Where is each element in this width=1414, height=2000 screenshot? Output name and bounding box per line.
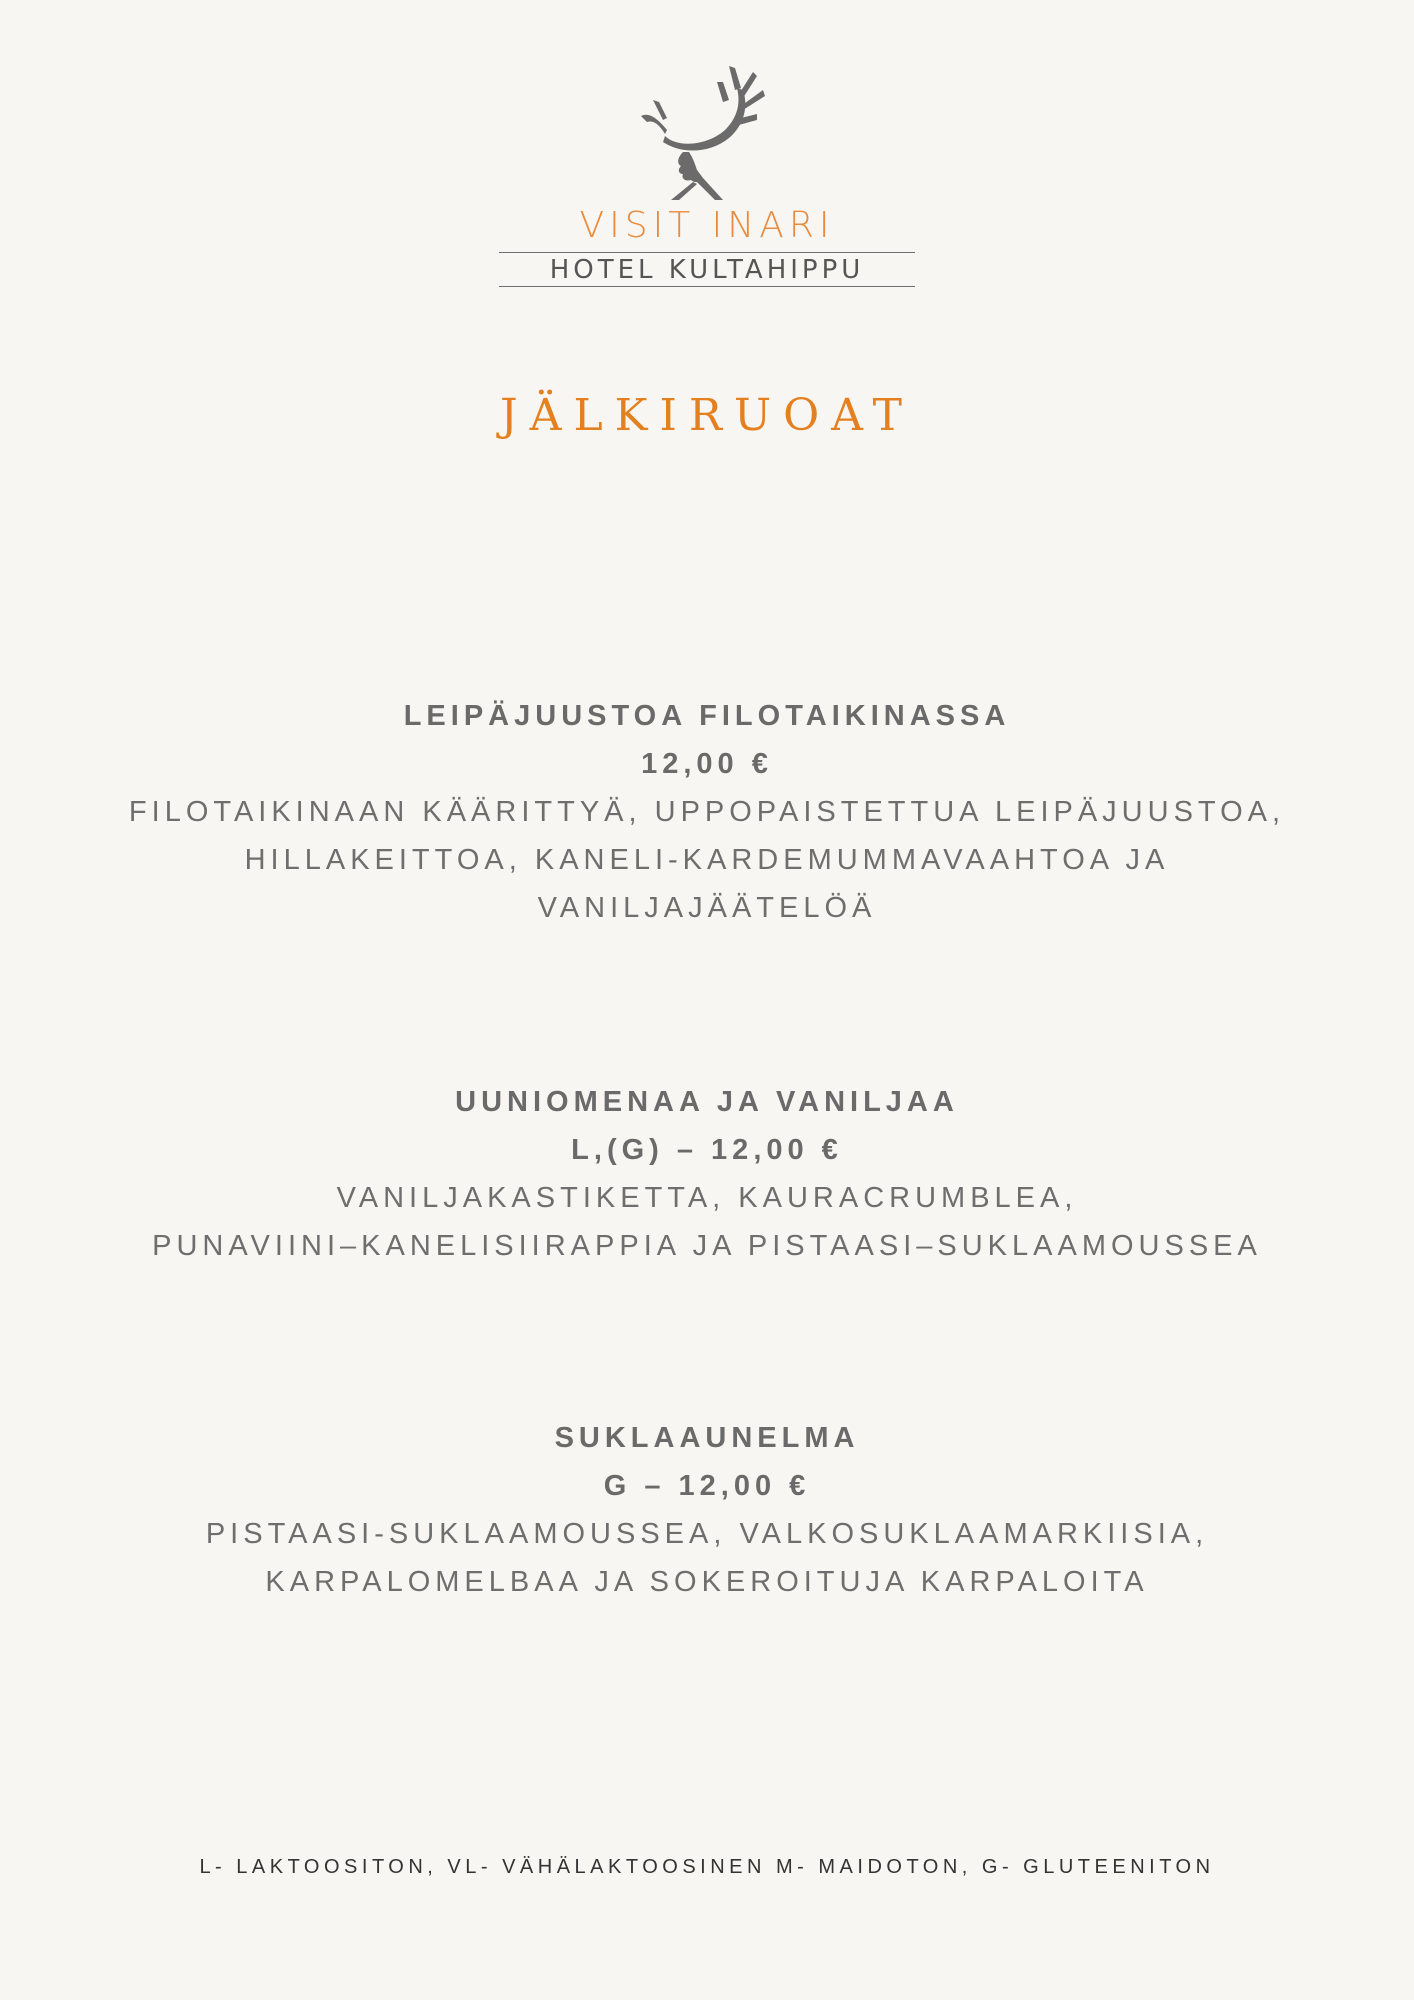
dish-description-line: PISTAASI-SUKLAAMOUSSEA, VALKOSUKLAAMARKIISIA, (205, 1518, 1209, 1550)
menu-item (0, 1414, 1414, 1606)
dietary-legend: L- LAKTOOSITON, VL- VÄHÄLAKTOOSINEN M- MAIDOTON, G- GLUTEENITON (199, 1856, 1215, 1878)
dish-name: LEIPÄJUUSTOA FILOTAIKINASSA (403, 700, 1011, 732)
dish-description-line: VANILJAJÄÄTELÖÄ (537, 892, 877, 924)
dish-name: UUNIOMENAA JA VANILJAA (455, 1086, 959, 1118)
menu-item (0, 692, 1414, 932)
dish-description-line: HILLAKEITTOA, KANELI-KARDEMUMMAVAAHTOA JA (244, 844, 1170, 876)
menu-item (0, 1078, 1414, 1270)
dish-price: 12,00 € (641, 748, 773, 780)
dish-description-line: PUNAVIINI–KANELISIIRAPPIA JA PISTAASI–SUKLAAMOUSSEA (152, 1230, 1262, 1262)
reindeer-antler-icon (637, 60, 777, 200)
dish-description-line: VANILJAKASTIKETTA, KAURACRUMBLEA, (336, 1182, 1078, 1214)
dish-description-line: FILOTAIKINAAN KÄÄRITTYÄ, UPPOPAISTETTUA LEIPÄJUUSTOA, (128, 796, 1286, 828)
dish-description-line: KARPALOMELBAA JA SOKEROITUJA KARPALOITA (265, 1566, 1149, 1598)
page-title: JÄLKIRUOAT (500, 390, 914, 441)
dish-price: G – 12,00 € (603, 1470, 811, 1502)
dish-name: SUKLAAUNELMA (554, 1422, 860, 1454)
hotel-logo (0, 60, 1414, 287)
dish-price: L,(G) – 12,00 € (571, 1134, 843, 1166)
hotel-name: HOTEL KULTAHIPPU (499, 252, 915, 287)
brand-name: VISIT INARI (579, 205, 835, 246)
